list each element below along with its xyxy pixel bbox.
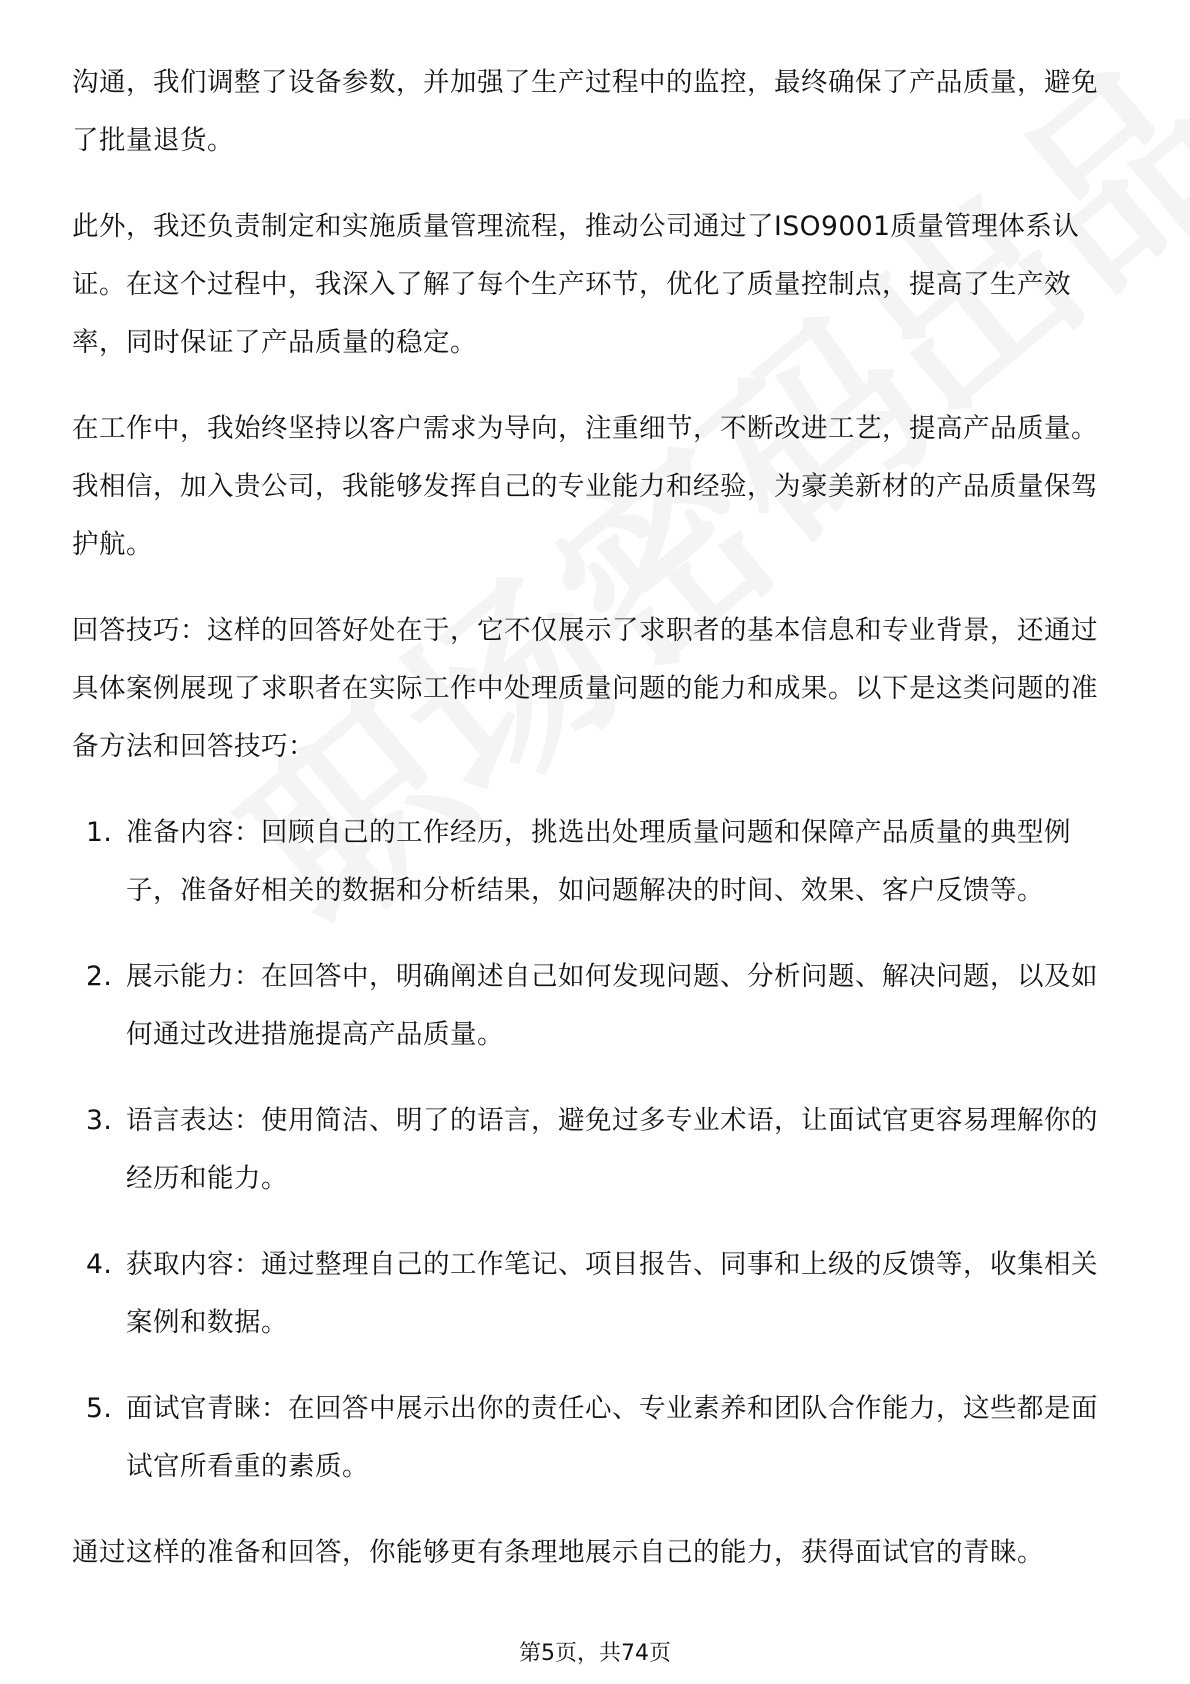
tips-list	[72, 804, 1120, 1496]
list-item	[72, 804, 1120, 920]
paragraph-answer-tips: 回答技巧：这样的回答好处在于，它不仅展示了求职者的基本信息和专业背景，还通过具体案例展现了求职者在实际工作中处理质量问题的能力和成果。以下是这类问题的准备方法和回答技巧：	[72, 615, 1098, 762]
list-item-text: 面试官青睐：在回答中展示出你的责任心、专业素养和团队合作能力，这些都是面试官所看重的素质。	[126, 1393, 1098, 1482]
list-item-text: 获取内容：通过整理自己的工作笔记、项目报告、同事和上级的反馈等，收集相关案例和数据。	[126, 1249, 1098, 1338]
document-body	[72, 54, 1120, 1610]
list-item	[72, 948, 1120, 1064]
list-number: 4.	[86, 1249, 113, 1280]
list-item-text: 准备内容：回顾自己的工作经历，挑选出处理质量问题和保障产品质量的典型例子，准备好相关的数据和分析结果，如问题解决的时间、效果、客户反馈等。	[126, 817, 1071, 906]
closing-paragraph: 通过这样的准备和回答，你能够更有条理地展示自己的能力，获得面试官的青睐。	[72, 1537, 1044, 1568]
paragraph-2: 此外，我还负责制定和实施质量管理流程，推动公司通过了ISO9001质量管理体系认证。在这个过程中，我深入了解了每个生产环节，优化了质量控制点，提高了生产效率，同时保证了产品质量的稳定。	[72, 211, 1080, 358]
list-item	[72, 1092, 1120, 1208]
list-item	[72, 1236, 1120, 1352]
paragraph-3: 在工作中，我始终坚持以客户需求为导向，注重细节，不断改进工艺，提高产品质量。我相信，加入贵公司，我能够发挥自己的专业能力和经验，为豪美新材的产品质量保驾护航。	[72, 413, 1098, 560]
list-item-text: 展示能力：在回答中，明确阐述自己如何发现问题、分析问题、解决问题，以及如何通过改进措施提高产品质量。	[126, 961, 1098, 1050]
list-number: 2.	[86, 961, 113, 992]
list-item	[72, 1380, 1120, 1496]
paragraph-1: 沟通，我们调整了设备参数，并加强了生产过程中的监控，最终确保了产品质量，避免了批量退货。	[72, 67, 1098, 156]
list-number: 1.	[86, 817, 113, 848]
list-number: 3.	[86, 1105, 113, 1136]
list-item-text: 语言表达：使用简洁、明了的语言，避免过多专业术语，让面试官更容易理解你的经历和能力。	[126, 1105, 1098, 1194]
page-number-footer: 第5页，共74页	[519, 1641, 671, 1666]
list-number: 5.	[86, 1393, 113, 1424]
